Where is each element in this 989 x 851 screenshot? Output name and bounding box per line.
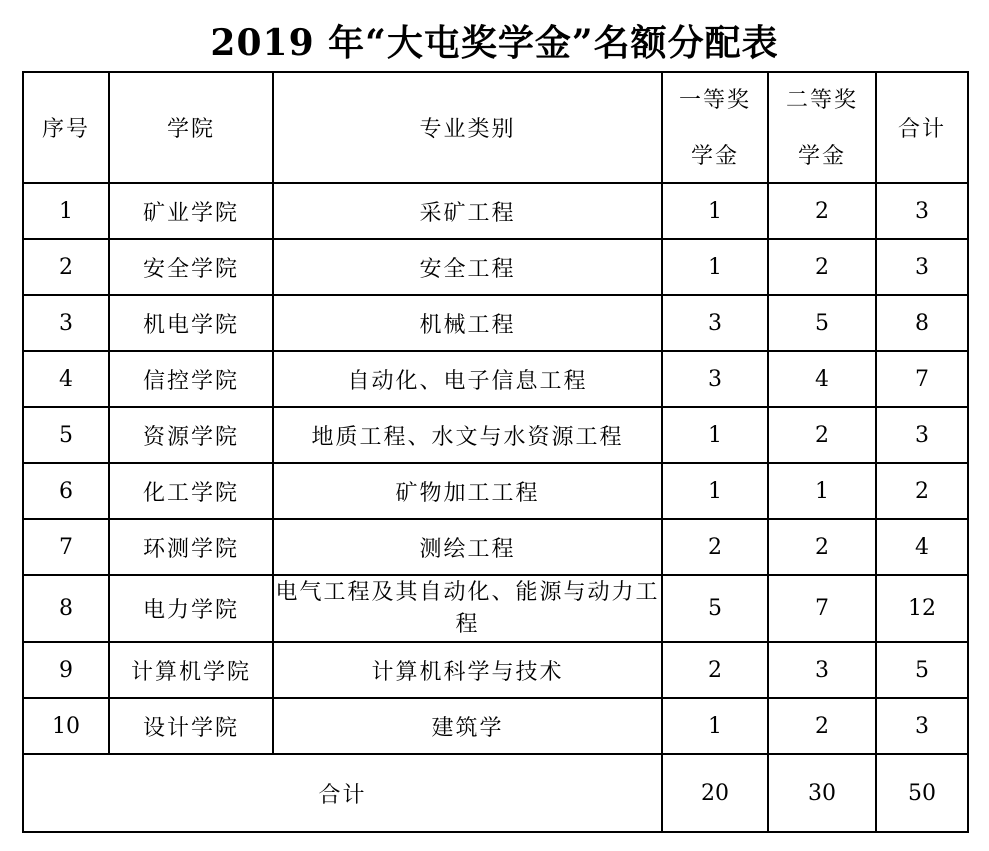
cell-first-prize: 5: [662, 575, 768, 642]
cell-college: 环测学院: [109, 519, 273, 575]
cell-college: 设计学院: [109, 698, 273, 754]
cell-total: 5: [876, 642, 968, 698]
cell-college: 化工学院: [109, 463, 273, 519]
cell-college: 资源学院: [109, 407, 273, 463]
cell-first-prize: 1: [662, 407, 768, 463]
cell-index: 6: [23, 463, 109, 519]
table-row: [23, 407, 968, 463]
total-first-prize: 20: [662, 754, 768, 832]
cell-first-prize: 1: [662, 698, 768, 754]
table-row: [23, 575, 968, 642]
header-total: 合计: [876, 72, 968, 183]
cell-major: 测绘工程: [273, 519, 662, 575]
cell-major: 计算机科学与技术: [273, 642, 662, 698]
cell-college: 电力学院: [109, 575, 273, 642]
cell-second-prize: 2: [768, 698, 876, 754]
header-index: 序号: [23, 72, 109, 183]
cell-first-prize: 3: [662, 295, 768, 351]
cell-major: 自动化、电子信息工程: [273, 351, 662, 407]
cell-college: 矿业学院: [109, 183, 273, 239]
cell-major: 采矿工程: [273, 183, 662, 239]
header-second-prize-line2: 学金: [797, 143, 846, 169]
cell-total: 3: [876, 698, 968, 754]
cell-total: 8: [876, 295, 968, 351]
table-row: [23, 351, 968, 407]
cell-second-prize: 7: [768, 575, 876, 642]
header-college: 学院: [109, 72, 273, 183]
cell-total: 4: [876, 519, 968, 575]
table-header-row: [23, 72, 968, 183]
cell-total: 7: [876, 351, 968, 407]
cell-major: 地质工程、水文与水资源工程: [273, 407, 662, 463]
table-row: [23, 463, 968, 519]
header-first-prize-line1: 一等奖: [678, 87, 751, 113]
table-row: [23, 519, 968, 575]
cell-second-prize: 2: [768, 407, 876, 463]
cell-college: 信控学院: [109, 351, 273, 407]
header-first-prize: [662, 72, 768, 183]
cell-first-prize: 3: [662, 351, 768, 407]
cell-index: 2: [23, 239, 109, 295]
table-row: [23, 642, 968, 698]
header-first-prize-line2: 学金: [690, 143, 739, 169]
cell-college: 计算机学院: [109, 642, 273, 698]
cell-college: 安全学院: [109, 239, 273, 295]
cell-total: 12: [876, 575, 968, 642]
cell-second-prize: 3: [768, 642, 876, 698]
table-row: [23, 295, 968, 351]
total-label: 合计: [23, 754, 662, 832]
cell-second-prize: 2: [768, 519, 876, 575]
cell-second-prize: 2: [768, 239, 876, 295]
cell-second-prize: 1: [768, 463, 876, 519]
cell-second-prize: 5: [768, 295, 876, 351]
cell-college: 机电学院: [109, 295, 273, 351]
cell-first-prize: 1: [662, 183, 768, 239]
total-sum: 50: [876, 754, 968, 832]
cell-index: 4: [23, 351, 109, 407]
cell-second-prize: 2: [768, 183, 876, 239]
cell-first-prize: 1: [662, 239, 768, 295]
header-major: 专业类别: [273, 72, 662, 183]
cell-second-prize: 4: [768, 351, 876, 407]
cell-total: 3: [876, 183, 968, 239]
total-second-prize: 30: [768, 754, 876, 832]
cell-first-prize: 2: [662, 642, 768, 698]
header-second-prize-line1: 二等奖: [785, 87, 858, 113]
cell-major: 安全工程: [273, 239, 662, 295]
cell-index: 1: [23, 183, 109, 239]
cell-index: 9: [23, 642, 109, 698]
cell-major: 矿物加工工程: [273, 463, 662, 519]
cell-first-prize: 1: [662, 463, 768, 519]
cell-index: 8: [23, 575, 109, 642]
table-total-row: [23, 754, 968, 832]
cell-total: 2: [876, 463, 968, 519]
cell-total: 3: [876, 407, 968, 463]
table-row: [23, 183, 968, 239]
cell-major: 电气工程及其自动化、能源与动力工程: [273, 575, 662, 642]
table-row: [23, 239, 968, 295]
allocation-table: [22, 71, 969, 833]
cell-index: 3: [23, 295, 109, 351]
table-row: [23, 698, 968, 754]
cell-total: 3: [876, 239, 968, 295]
cell-index: 7: [23, 519, 109, 575]
page-title: 2019 年“大屯奖学金”名额分配表: [210, 22, 779, 64]
cell-index: 10: [23, 698, 109, 754]
header-second-prize: [768, 72, 876, 183]
cell-major: 机械工程: [273, 295, 662, 351]
cell-index: 5: [23, 407, 109, 463]
cell-first-prize: 2: [662, 519, 768, 575]
cell-major: 建筑学: [273, 698, 662, 754]
